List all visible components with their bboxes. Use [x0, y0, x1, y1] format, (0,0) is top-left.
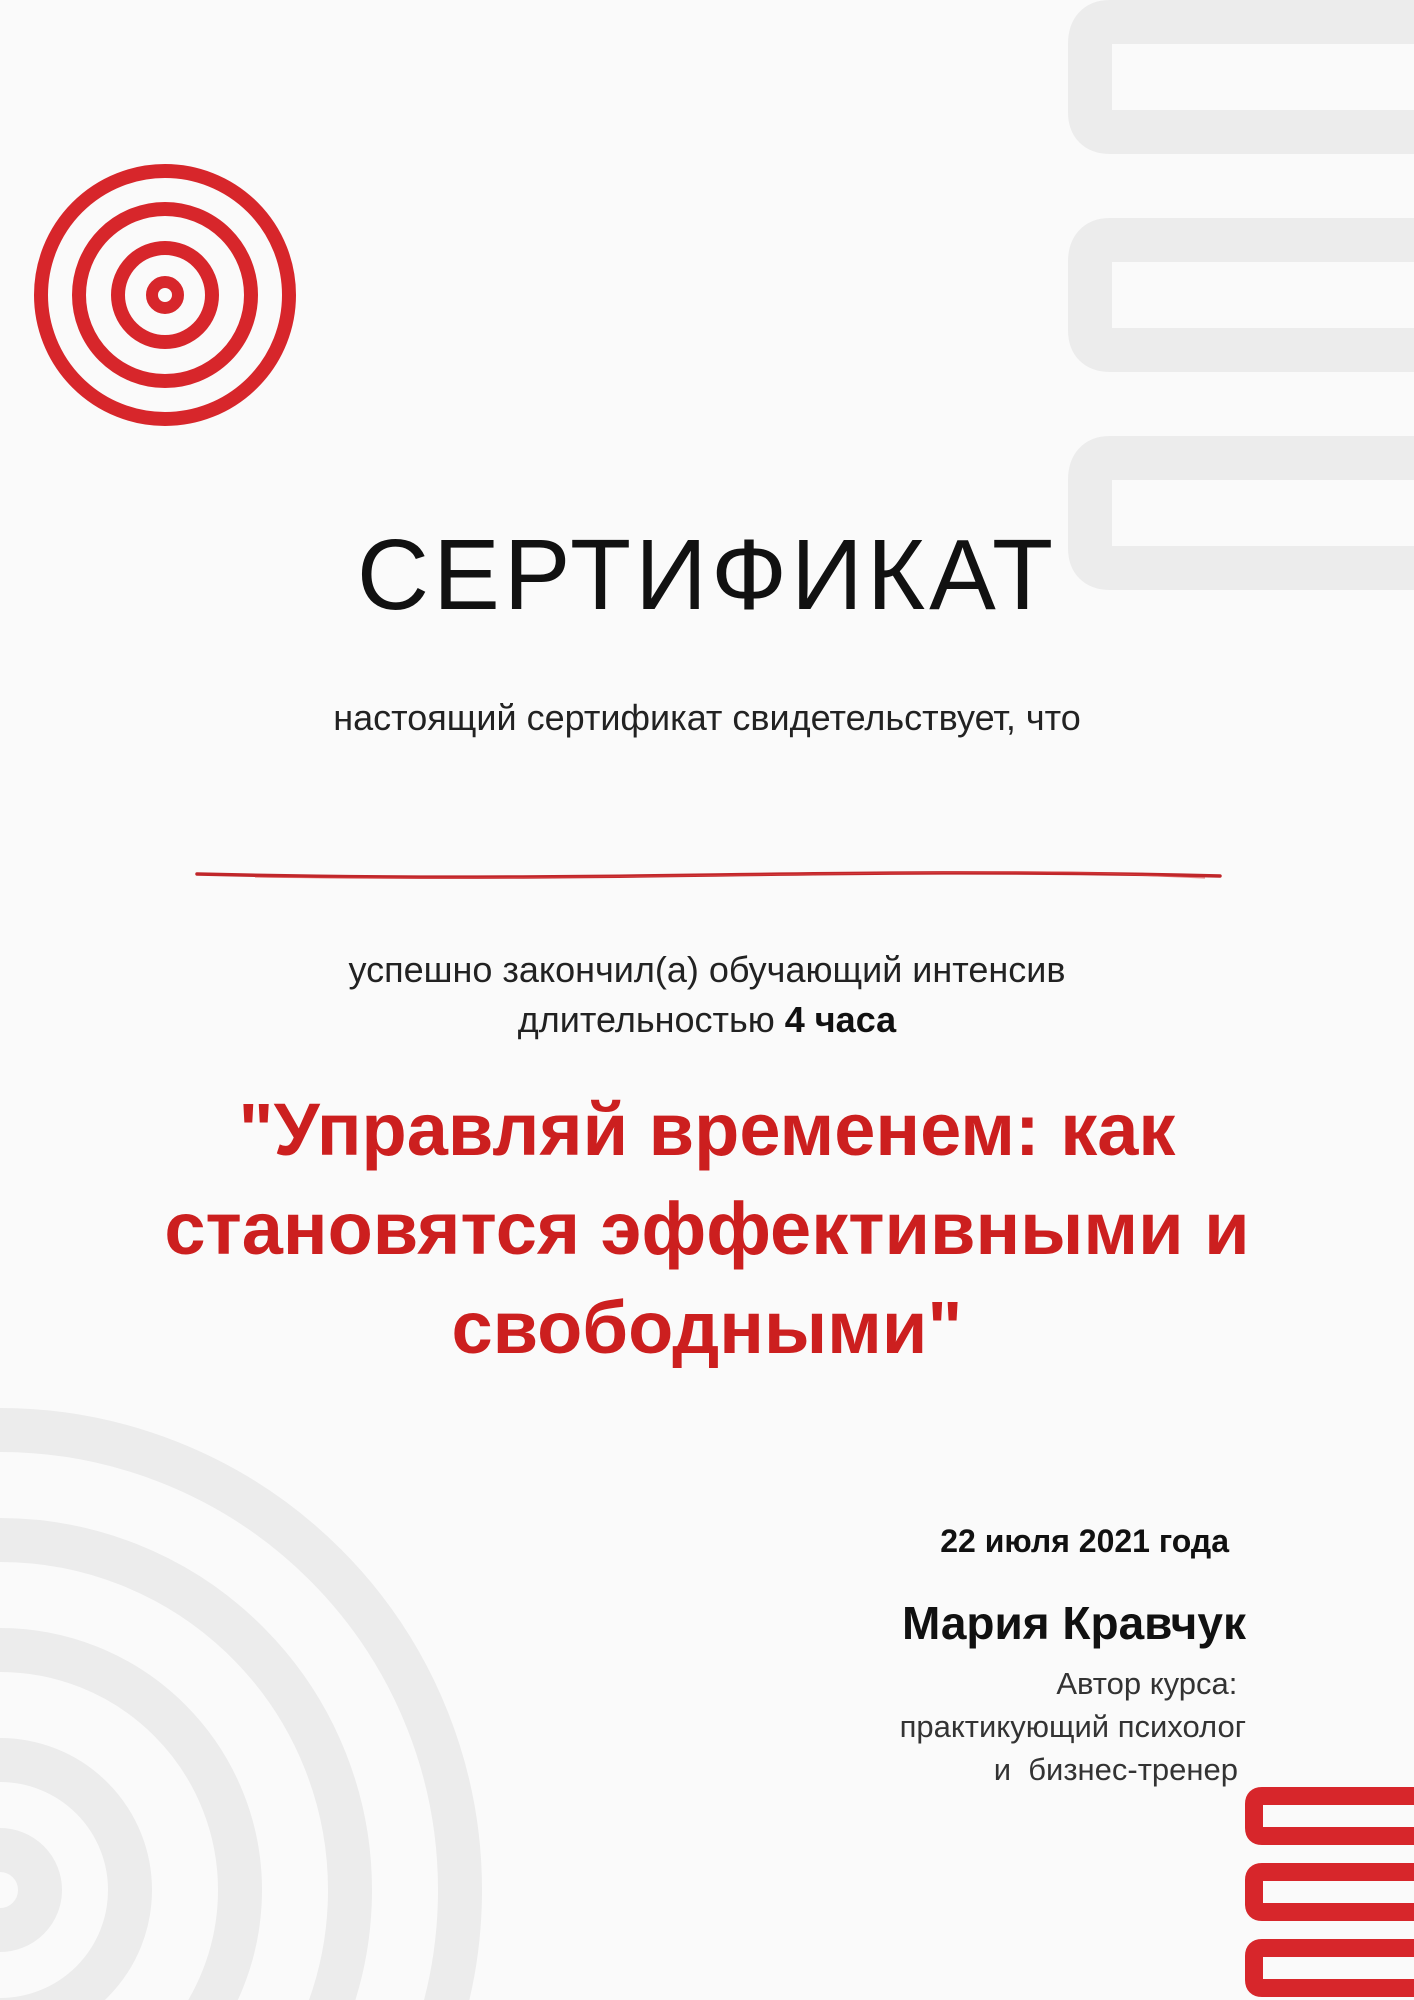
issue-date: 22 июля 2021 года	[940, 1523, 1229, 1559]
completion-line-1: успешно закончил(а) обучающий интенсив	[348, 949, 1066, 990]
course-title: "Управляй временем: как становятся эффективными и свободными"	[164, 1088, 1250, 1369]
gray-arcs-decor	[0, 1430, 460, 2000]
author-name: Мария Кравчук	[901, 1597, 1246, 1649]
author-role-line-3: и бизнес-тренер	[993, 1752, 1238, 1787]
certificate-title: СЕРТИФИКАТ	[356, 519, 1058, 631]
name-underline	[195, 865, 1225, 885]
duration-value: 4 часа	[784, 999, 897, 1040]
completion-text	[0, 945, 1414, 1045]
red-brackets-decor	[1254, 1796, 1414, 1988]
author-role	[746, 1662, 1246, 1791]
gray-brackets-decor	[1090, 22, 1414, 568]
duration-prefix: длительностью	[517, 999, 785, 1040]
certificate-subtitle: настоящий сертификат свидетельствует, что	[333, 697, 1081, 738]
target-icon	[41, 171, 289, 419]
completion-line-2	[0, 995, 1414, 1045]
author-role-line-2: практикующий психолог	[899, 1709, 1246, 1744]
author-role-line-1: Автор курса:	[1056, 1666, 1246, 1701]
